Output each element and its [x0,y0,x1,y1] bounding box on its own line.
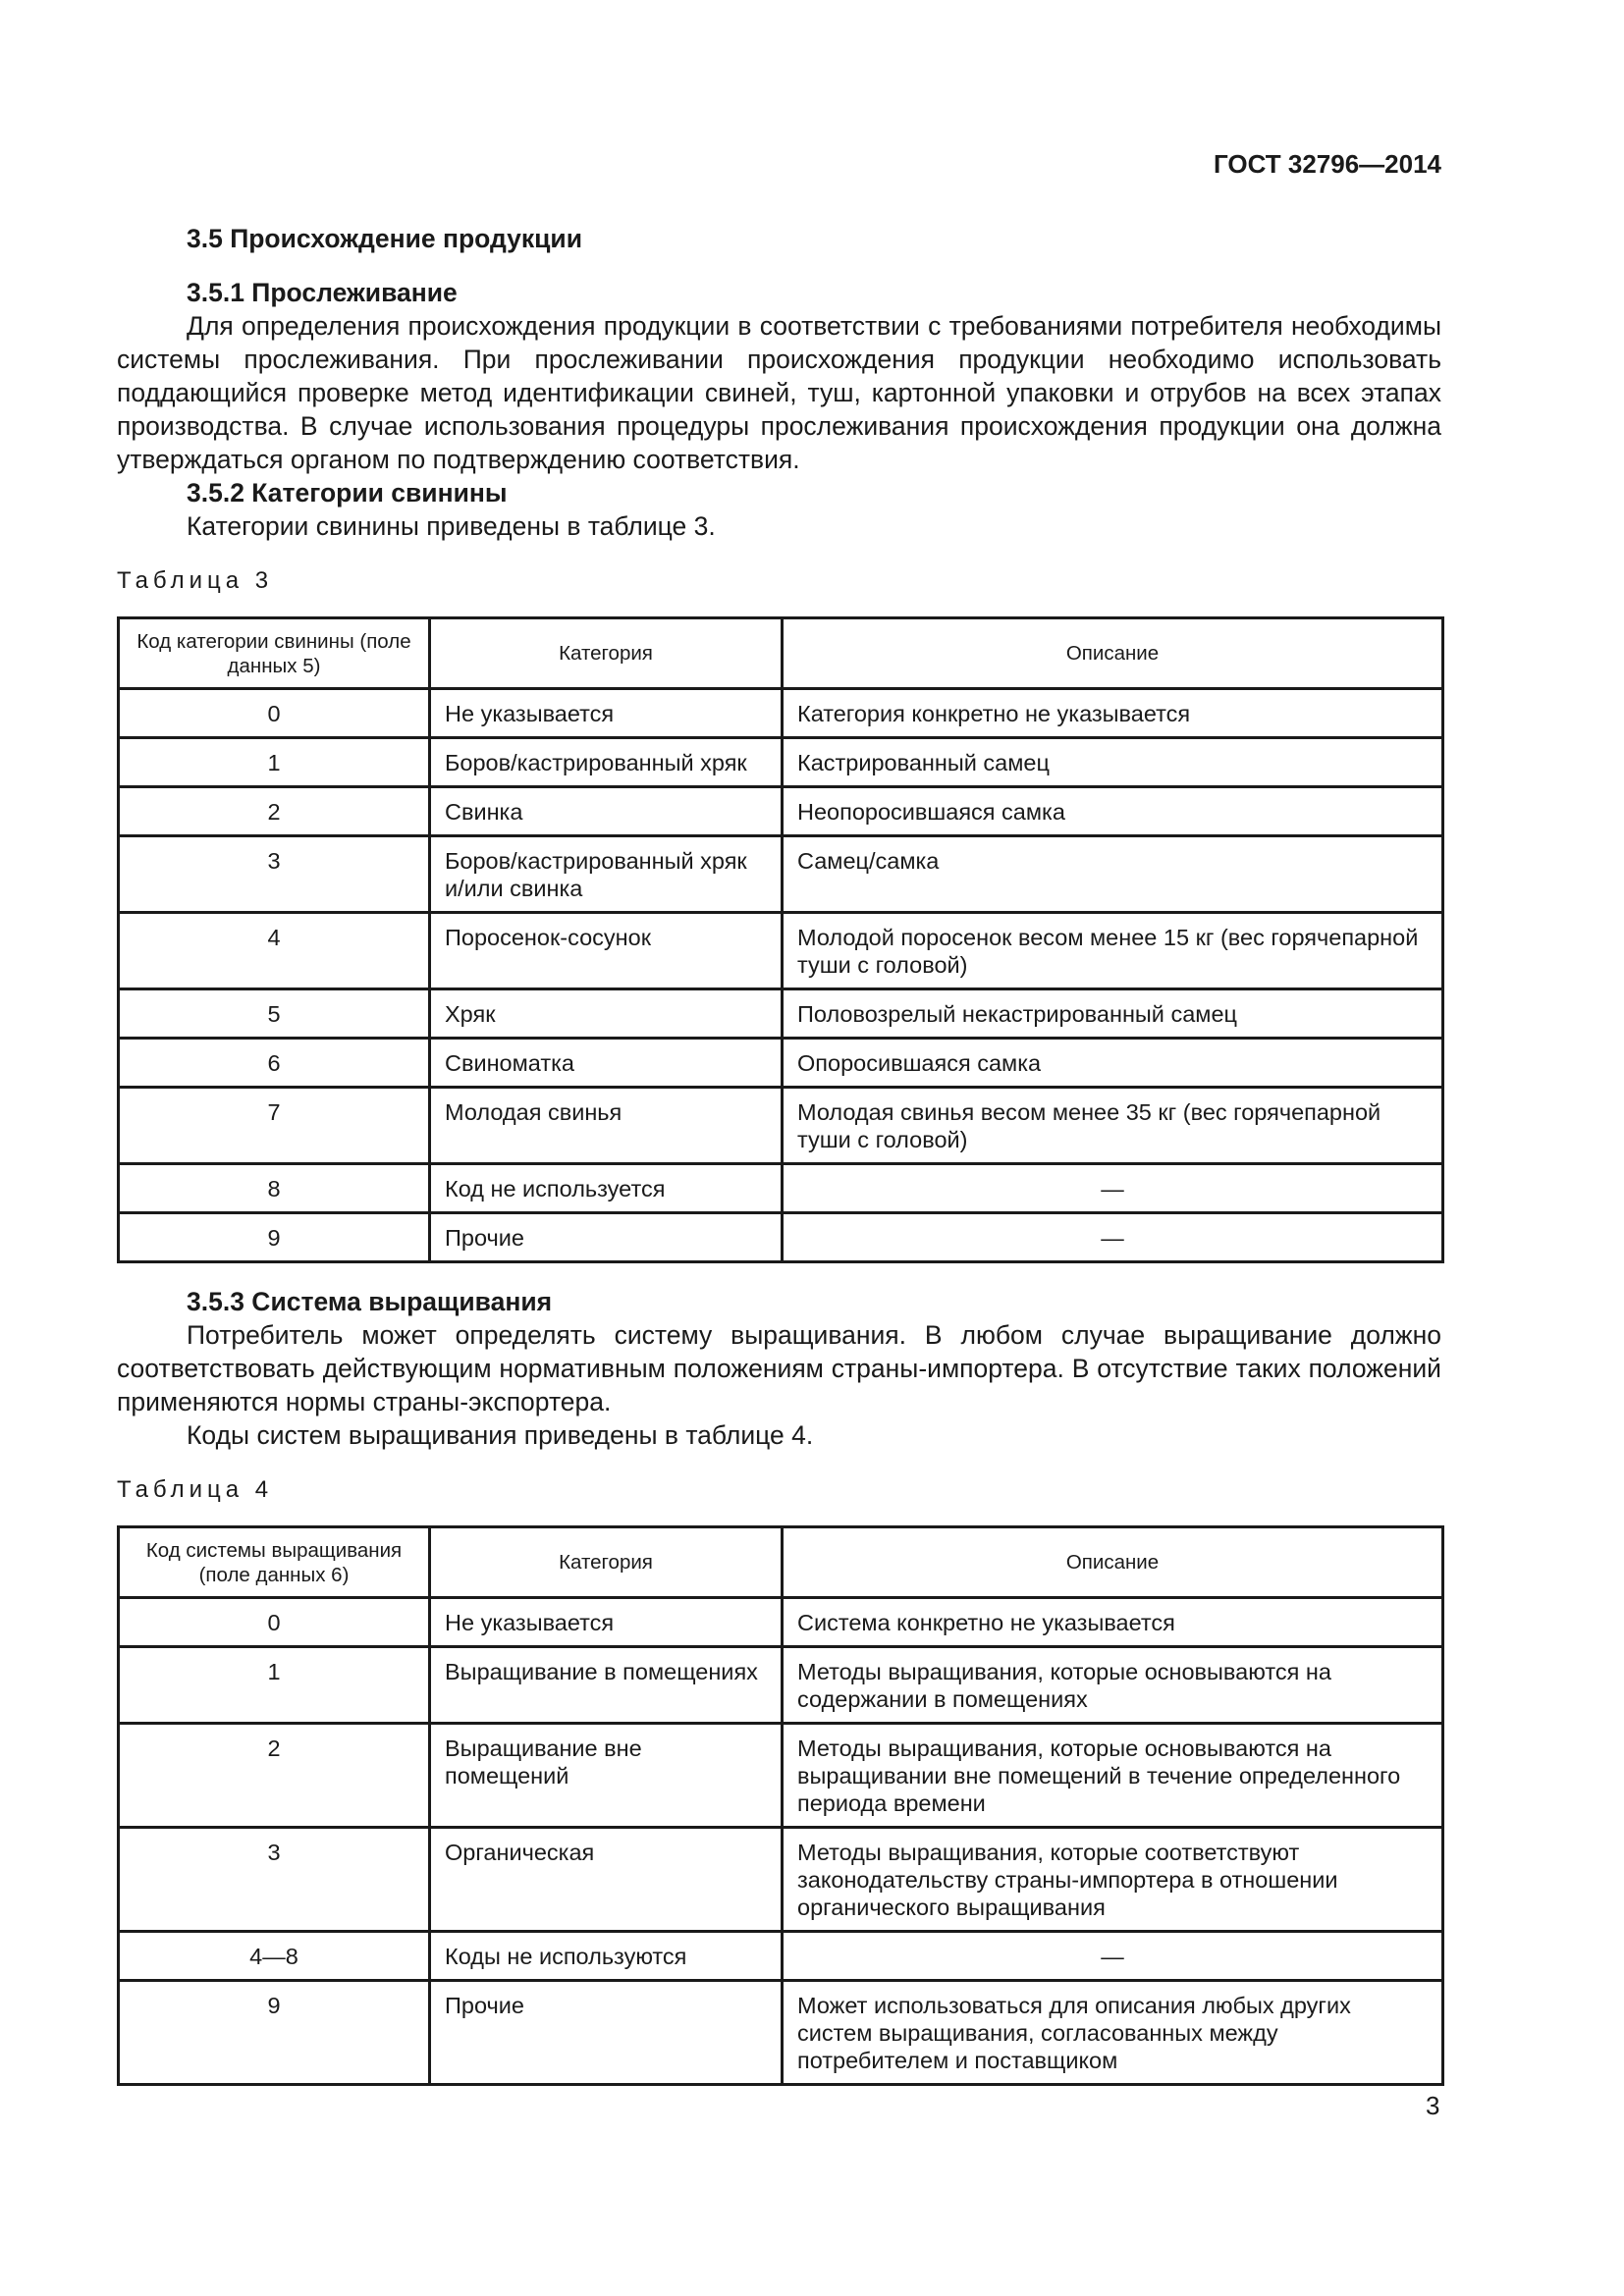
standard-designation: ГОСТ 32796—2014 [1214,149,1441,179]
table-4-header-row [119,1527,1443,1598]
row-code: 9 [119,1981,430,2085]
row-code: 1 [119,738,430,787]
row-code: 1 [119,1647,430,1724]
row-description: Методы выращивания, которые соответствуют законодательству страны-импортера в отношении органического выращивания [783,1828,1443,1932]
row-code: 3 [119,1828,430,1932]
table-3-header-category: Категория [430,618,783,689]
row-description: Категория конкретно не указывается [783,689,1443,738]
row-category: Свиноматка [430,1039,783,1088]
table-row [119,738,1443,787]
table-row [119,1724,1443,1828]
row-code: 2 [119,787,430,836]
table-row [119,989,1443,1039]
table-row [119,1039,1443,1088]
table-row [119,1647,1443,1724]
section-3-5-3-text-1: Потребитель может определять систему выращивания. В любом случае выращивание должно соответствовать действующим нормативным положениям страны-импортера. В отсутствие таких положений применяются нормы страны-экспортера. [117,1320,1441,1416]
row-code: 6 [119,1039,430,1088]
section-3-5-1-title: 3.5.1 Прослеживание [187,278,458,307]
table-4-caption: Таблица 4 [117,1476,274,1503]
table-row [119,1828,1443,1932]
section-3-5-3-title: 3.5.3 Система выращивания [187,1287,553,1316]
table-row [119,1981,1443,2085]
page-number: 3 [1426,2091,1440,2120]
row-code: 2 [119,1724,430,1828]
row-description: Кастрированный самец [783,738,1443,787]
row-code: 4 [119,913,430,989]
section-3-5-3-text-2: Коды систем выращивания приведены в таблице 4. [187,1420,814,1450]
row-code: 7 [119,1088,430,1164]
row-category: Боров/кастрированный хряк и/или свинка [430,836,783,913]
row-description: Молодая свинья весом менее 35 кг (вес горячепарной туши с головой) [783,1088,1443,1164]
table-row [119,1598,1443,1647]
row-description: — [783,1932,1443,1981]
table-4-header-description: Описание [783,1527,1443,1598]
row-code: 9 [119,1213,430,1262]
row-category: Код не используется [430,1164,783,1213]
table-3 [117,616,1444,1263]
page-content [117,222,1441,2086]
table-row [119,836,1443,913]
row-category: Выращивание в помещениях [430,1647,783,1724]
row-code: 5 [119,989,430,1039]
table-4 [117,1525,1444,2086]
row-category: Хряк [430,989,783,1039]
row-description: — [783,1213,1443,1262]
table-row [119,1164,1443,1213]
table-row [119,787,1443,836]
table-3-caption: Таблица 3 [117,567,274,594]
table-row [119,1932,1443,1981]
row-description: Половозрелый некастрированный самец [783,989,1443,1039]
row-description: Методы выращивания, которые основываются на выращивании вне помещений в течение определенного периода времени [783,1724,1443,1828]
section-3-5-title: 3.5 Происхождение продукции [187,224,583,253]
table-3-header-description: Описание [783,618,1443,689]
row-category: Боров/кастрированный хряк [430,738,783,787]
row-category: Не указывается [430,1598,783,1647]
table-row [119,1213,1443,1262]
row-description: Методы выращивания, которые основываются на содержании в помещениях [783,1647,1443,1724]
section-3-5-2-text: Категории свинины приведены в таблице 3. [187,511,716,541]
row-category: Молодая свинья [430,1088,783,1164]
row-description: — [783,1164,1443,1213]
row-description: Самец/самка [783,836,1443,913]
row-category: Не указывается [430,689,783,738]
table-row [119,689,1443,738]
table-4-header-category: Категория [430,1527,783,1598]
row-code: 0 [119,1598,430,1647]
table-3-header-row [119,618,1443,689]
row-code: 8 [119,1164,430,1213]
section-3-5-1-text: Для определения происхождения продукции в соответствии с требованиями потребителя необходимы системы прослеживания. При прослеживании происхождения продукции необходимо использовать поддающийся проверке метод идентификации свиней, туш, картонной упаковки и отрубов на всех этапах производства. В случае использования процедуры прослеживания происхождения продукции она должна утверждаться органом по подтверждению соответствия. [117,311,1441,474]
row-description: Опоросившаяся самка [783,1039,1443,1088]
row-category: Органическая [430,1828,783,1932]
row-category: Свинка [430,787,783,836]
section-3-5-2-title: 3.5.2 Категории свинины [187,478,508,507]
row-category: Прочие [430,1981,783,2085]
table-row [119,1088,1443,1164]
row-category: Прочие [430,1213,783,1262]
row-code: 0 [119,689,430,738]
row-category: Поросенок-сосунок [430,913,783,989]
row-code: 4—8 [119,1932,430,1981]
table-4-header-code: Код системы выращивания (поле данных 6) [119,1527,430,1598]
row-description: Может использоваться для описания любых других систем выращивания, согласованных между потребителем и поставщиком [783,1981,1443,2085]
row-description: Молодой поросенок весом менее 15 кг (вес горячепарной туши с головой) [783,913,1443,989]
row-description: Неопоросившаяся самка [783,787,1443,836]
table-3-header-code: Код категории свинины (поле данных 5) [119,618,430,689]
table-row [119,913,1443,989]
row-code: 3 [119,836,430,913]
row-category: Выращивание вне помещений [430,1724,783,1828]
row-description: Система конкретно не указывается [783,1598,1443,1647]
row-category: Коды не используются [430,1932,783,1981]
